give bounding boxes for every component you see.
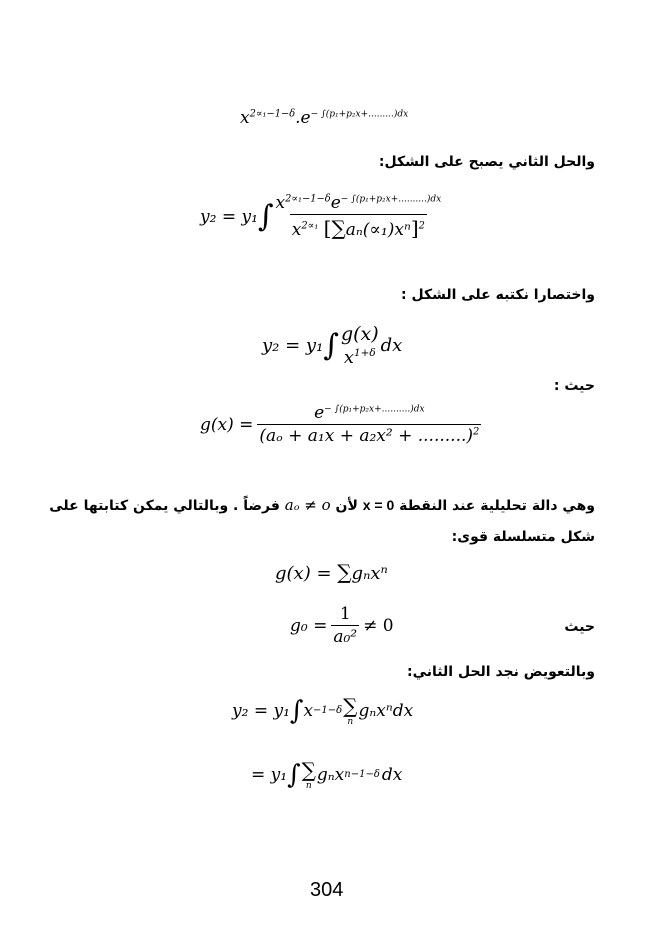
label-where: حيث xyxy=(564,619,595,635)
text-where: حيث : xyxy=(553,378,595,394)
text-analytic-function: وهي دالة تحليلية عند النقطة x = 0 لأن aₒ ≠ o فرضاً . وبالتالي يمكن كتابتها على xyxy=(49,496,595,514)
sum-sign: ∑ xyxy=(301,758,316,782)
integral-sign: ∫ xyxy=(287,759,301,790)
fraction: $\frac{x^{2\propto_1-1-\delta}e^{- \int(p_1+p_2x+..........)dx}}{x^{2\propto_1} [\sum a_n(\propto_1)x^n]^2}$ xyxy=(275,193,442,240)
fraction: $\frac{e^{- \int(p_1+p_2x+..........)dx}}{(a_o + a_1x + a_2x^2 + .........)^2}$ xyxy=(259,403,480,446)
fraction: g(x) $x^{1+\delta}$ xyxy=(340,323,379,368)
integral-sign: ∫ xyxy=(257,198,274,234)
sum-sign: ∑ xyxy=(337,560,352,584)
text-power-series: شكل متسلسلة قوى: xyxy=(451,529,595,545)
equation-second-solution-final: = y₁ ∫ ∑ n gₙx n−1−δ dx xyxy=(251,758,403,791)
integral-sign: ∫ xyxy=(323,327,339,363)
equation-series: g(x) = ∑gₙxⁿ xyxy=(275,560,388,584)
equation-exponential-factor: $x^{2\propto_1-1-\delta}.e^{- \int(p_1+p_2x+.........)dx}$ xyxy=(240,108,409,128)
integral-sign: ∫ xyxy=(289,695,304,726)
page-number: 304 xyxy=(310,879,344,901)
sum-sign: ∑ xyxy=(331,216,346,240)
equation-second-solution: y₂ = y₁ ∫ $\frac{x^{2\propto_1-1-\delta}e^{- \int(p_1+p_2x+..........)dx}}{x^{2\propto_1} [\sum a_n(\propto_1)x^n]^2}$ xyxy=(200,193,442,240)
text-second-solution-intro: والحل الثاني يصبح على الشكل: xyxy=(378,154,595,170)
text-substitution: وبالتعويض نجد الحل الثاني: xyxy=(407,664,595,680)
equation-g-definition: g(x) = $\frac{e^{- \int(p_1+p_2x+..........)dx}}{(a_o + a_1x + a_2x^2 + .........)^2}$ xyxy=(200,403,480,446)
equation-abbreviated: y₂ = y₁ ∫ g(x) $x^{1+\delta}$ dx xyxy=(262,323,403,368)
text-abbreviated-form: واختصارا نكتبه على الشكل : xyxy=(400,287,595,303)
fraction: $\frac{1}{\text{a₀²}}$ xyxy=(333,604,358,647)
sum-sign: ∑ xyxy=(343,694,358,718)
equation-second-solution-series: y₂ = y₁ ∫ x −1−δ ∑ n gₙxⁿdx xyxy=(232,694,414,727)
equation-g0: g₀ = $\frac{1}{\text{a₀²}}$ ≠ 0 xyxy=(290,604,394,647)
